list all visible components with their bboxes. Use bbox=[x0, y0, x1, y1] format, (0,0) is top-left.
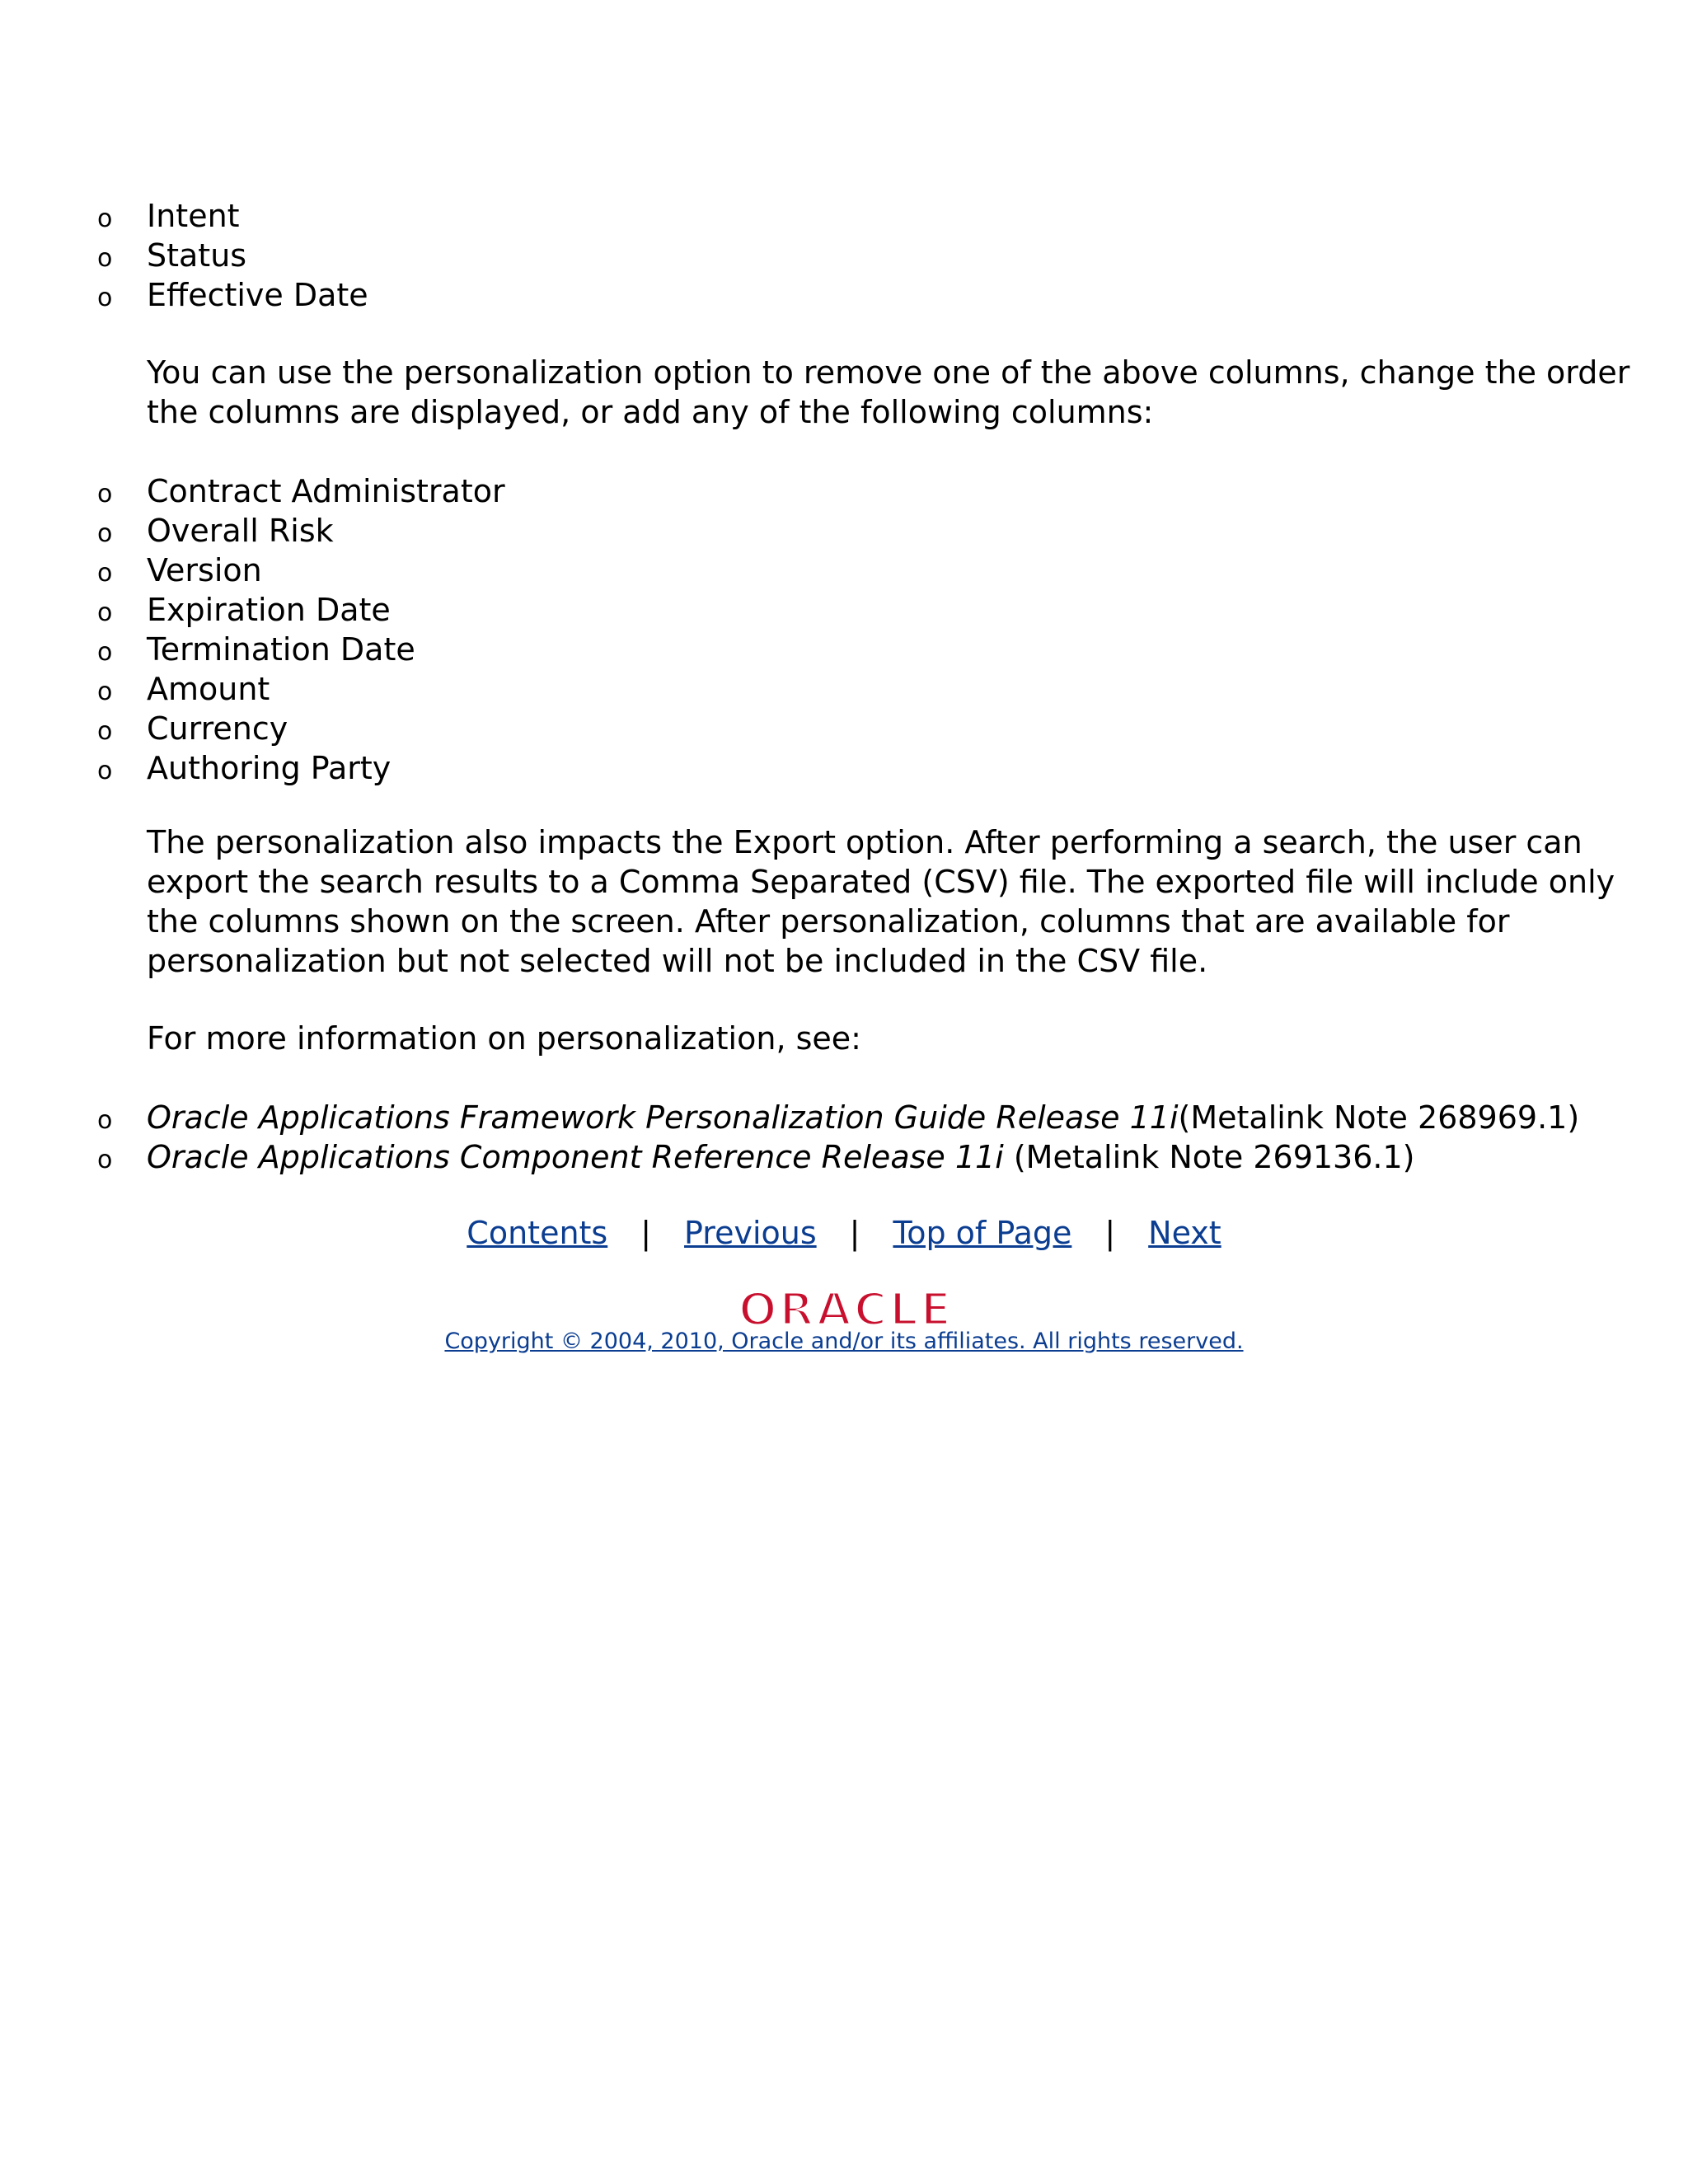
previous-link[interactable]: Previous bbox=[684, 1215, 817, 1251]
list-item-label: Currency bbox=[147, 710, 288, 747]
list-item-label: Authoring Party bbox=[147, 750, 392, 786]
nav-separator: | bbox=[849, 1215, 860, 1251]
top-of-page-link[interactable]: Top of Page bbox=[893, 1215, 1072, 1251]
bullet-icon: o bbox=[97, 204, 113, 233]
paragraph-line: export the search results to a Comma Separated (CSV) file. The exported file will include only bbox=[147, 864, 1615, 900]
contents-link[interactable]: Contents bbox=[467, 1215, 608, 1251]
paragraph-line: the columns are displayed, or add any of the following columns: bbox=[147, 394, 1154, 430]
more-info-paragraph bbox=[147, 1019, 1548, 1058]
bullet-icon: o bbox=[97, 559, 113, 588]
bullet-icon: o bbox=[97, 1106, 113, 1135]
list-item-label: Status bbox=[147, 237, 247, 274]
bullet-icon: o bbox=[97, 717, 113, 746]
export-paragraph bbox=[147, 823, 1615, 981]
list-item-label: Overall Risk bbox=[147, 513, 334, 549]
bullet-icon: o bbox=[97, 677, 113, 706]
bullet-icon: o bbox=[97, 1146, 113, 1174]
oracle-logo bbox=[697, 1287, 994, 1330]
list-item-label: Termination Date bbox=[147, 631, 415, 668]
list-item-label: Version bbox=[147, 552, 262, 588]
page-navigation bbox=[0, 1213, 1688, 1253]
list-item-label: Expiration Date bbox=[147, 592, 391, 628]
bullet-icon: o bbox=[97, 757, 113, 785]
paragraph-line: The personalization also impacts the Export option. After performing a search, the user can bbox=[147, 824, 1582, 860]
bullet-icon: o bbox=[97, 598, 113, 627]
reference-note: (Metalink Note 269136.1) bbox=[1003, 1139, 1415, 1175]
paragraph-line: personalization but not selected will not be included in the CSV file. bbox=[147, 943, 1208, 979]
reference-title: Oracle Applications Framework Personalization Guide Release 11i bbox=[147, 1099, 1179, 1136]
bullet-icon: o bbox=[97, 519, 113, 548]
nav-separator: | bbox=[1104, 1215, 1116, 1251]
reference-text bbox=[147, 1137, 1415, 1177]
nav-separator: | bbox=[640, 1215, 652, 1251]
copyright-link[interactable]: Copyright © 2004, 2010, Oracle and/or its affiliates. All rights reserved. bbox=[444, 1329, 1244, 1354]
list-item-label: Effective Date bbox=[147, 277, 368, 313]
list-item-label: Contract Administrator bbox=[147, 473, 505, 509]
bullet-icon: o bbox=[97, 480, 113, 509]
paragraph-line: the columns shown on the screen. After personalization, columns that are available for bbox=[147, 903, 1510, 940]
reference-title: Oracle Applications Component Reference Release 11i bbox=[147, 1139, 1004, 1175]
reference-note: (Metalink Note 268969.1) bbox=[1178, 1099, 1580, 1136]
oracle-logo-wordmark: ORACLE bbox=[738, 1287, 954, 1330]
list-item-label: Intent bbox=[147, 198, 240, 234]
paragraph-line: For more information on personalization, see: bbox=[147, 1020, 861, 1057]
reference-text bbox=[147, 1098, 1579, 1137]
next-link[interactable]: Next bbox=[1148, 1215, 1221, 1251]
bullet-icon: o bbox=[97, 244, 113, 273]
paragraph-line: You can use the personalization option to remove one of the above columns, change the order bbox=[147, 354, 1630, 391]
personalization-paragraph bbox=[147, 353, 1630, 432]
copyright-footer bbox=[0, 1327, 1688, 1357]
bullet-icon: o bbox=[97, 284, 113, 312]
bullet-icon: o bbox=[97, 638, 113, 667]
list-item-label: Amount bbox=[147, 671, 270, 707]
